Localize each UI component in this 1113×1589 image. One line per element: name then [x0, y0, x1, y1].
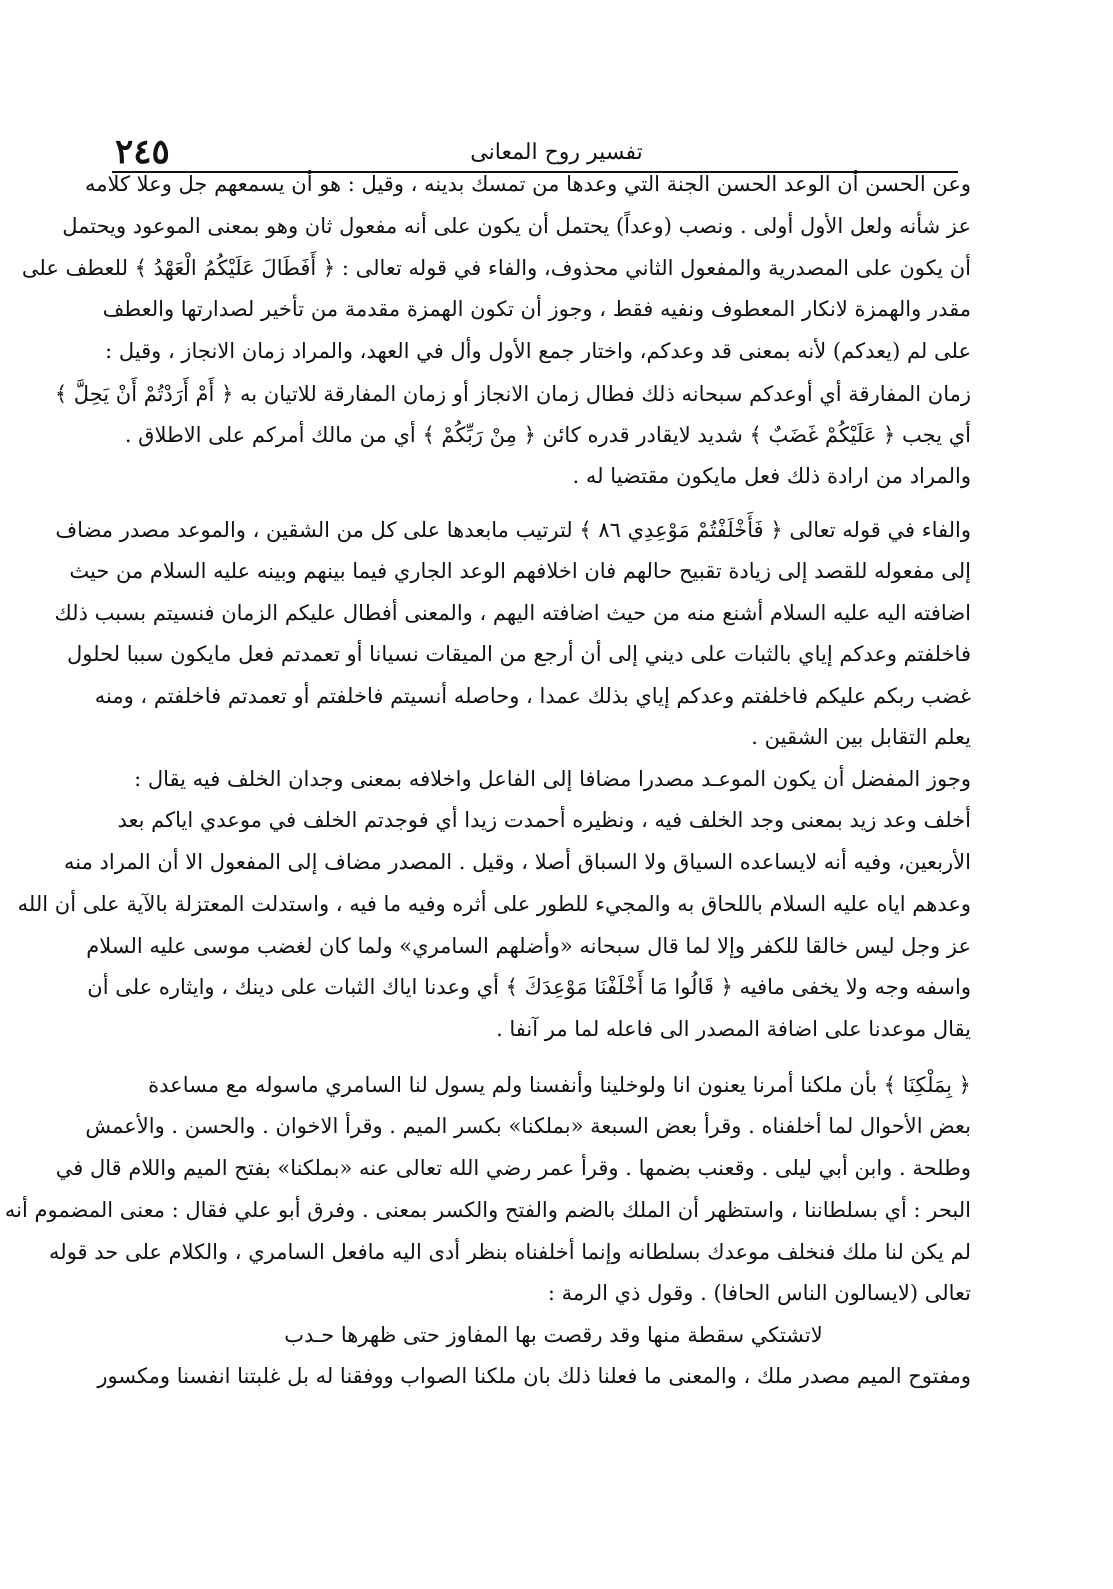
text-line: تعالى (لايسالون الناس الحافا) . وقول ذي الرمة : [547, 1281, 971, 1305]
text-line: وعدهم اياه عليه السلام باللحاق به والمجيء للطور على أثره وفيه ما فيه ، واستدلت المعتزلة بالآية على أن الله [17, 892, 971, 916]
text-line: أخلف وعد زيد بمعنى وجد الخلف فيه ، ونظيره أحمدت زيدا أي فوجدتم الخلف في موعدي اياكم بعد [117, 808, 971, 832]
text-line: غضب ربكم عليكم فاخلفتم وعدكم إياي بذلك عمدا ، وحاصله أنسيتم فاخلفتم أو تعمدتم فاخلفتم ، ومنه [94, 684, 971, 708]
text-line: واسفه وجه ولا يخفى مافيه ﴿ قَالُوا مَا أَخْلَفْنَا مَوْعِدَكَ ﴾ أي وعدنا اياك الثبات على دينك ، وايثاره على أن [87, 975, 971, 999]
text-line: وعن الحسن أن الوعد الحسن الجنة التي وعدها من تمسك بدينه ، وقيل : هو أن يسمعهم جل وعلا كلامه [84, 172, 971, 196]
page-header-title: تفسير روح المعانى [470, 139, 643, 165]
text-line: زمان المفارقة أي أوعدكم سبحانه ذلك فطال زمان الانجاز أو زمان المفارقة للاتيان به ﴿ أَمْ أَرَدْتُمْ أَنْ يَحِلَّ ﴾ [54, 382, 971, 406]
page-number: ٢٤٥ [115, 132, 170, 172]
text-line: يقال موعدنا على اضافة المصدر الى فاعله لما مر آنفا . [496, 1017, 971, 1041]
text-line: لم يكن لنا ملك فنخلف موعدك بسلطانه وإنما أخلفناه بنظر أدى اليه مافعل السامري ، والكلام على حد قوله [49, 1240, 971, 1264]
text-line: يعلم التقابل بين الشقين . [751, 725, 971, 749]
text-line: اضافته اليه عليه السلام أشنع منه من حيث اضافته اليهم ، والمعنى أفطال عليكم الزمان فنسيتم بسبب ذلك [54, 601, 971, 625]
text-line: البحر : أي بسلطاننا ، واستظهر أن الملك بالضم والفتح والكسر بمعنى . وفرق أبو علي فقال : معنى المضموم أنه [4, 1198, 971, 1222]
text-line: على لم (يعدكم) لأنه بمعنى قد وعدكم، واختار جمع الأول وأل في العهد، والمراد زمان الانجاز ، وقيل : [105, 339, 971, 363]
text-line: وجوز المفضل أن يكون الموعـد مصدرا مضافا إلى الفاعل واخلافه بمعنى وجدان الخلف فيه يقال : [134, 767, 971, 791]
text-line: وطلحة . وابن أبي ليلى . وقعنب بضمها . وقرأ عمر رضي الله تعالى عنه «بملكنا» بفتح الميم واللام قال في [55, 1156, 971, 1180]
text-line: مقدر والهمزة لانكار المعطوف ونفيه فقط ، وجوز أن تكون الهمزة مقدمة من تأخير لصدارتها والعطف [102, 297, 971, 321]
text-line: والفاء في قوله تعالى ﴿ فَأَخْلَفْتُمْ مَوْعِدِي ٨٦ ﴾ لترتيب مابعدها على كل من الشقين ، والموعد مصدر مضاف [55, 518, 971, 542]
text-line: فاخلفتم وعدكم إياي بالثبات على ديني إلى أن أرجع من الميقات نسيانا أو تعمدتم فعل مايكون سببا لحلول [67, 642, 971, 666]
text-line: أي يجب ﴿ عَلَيْكُمْ غَضَبٌ ﴾ شديد لايقادر قدره كائن ﴿ مِنْ رَبِّكُمْ ﴾ أي من مالك أمركم على الاطلاق . [124, 423, 971, 447]
text-line: أن يكون على المصدرية والمفعول الثاني محذوف، والفاء في قوله تعالى : ﴿ أَفَطَالَ عَلَيْكُمُ الْعَهْدُ ﴾ للعطف على [21, 256, 971, 280]
text-line: ومفتوح الميم مصدر ملك ، والمعنى ما فعلنا ذلك بان ملكنا الصواب ووفقنا له بل غلبتنا انفسنا ومكسور [97, 1364, 971, 1388]
poem-verse: لاتشتكي سقطة منها وقد رقصت بها المفاوز حتى ظهرها حـدب [284, 1323, 823, 1347]
text-line: والمراد من ارادة ذلك فعل مايكون مقتضيا له . [572, 464, 971, 488]
text-line: ﴿ بِمَلْكِنَا ﴾ بأن ملكنا أمرنا يعنون انا ولوخلينا وأنفسنا ولم يسول لنا السامري ماسوله مع مساعدة [148, 1073, 971, 1097]
text-line: عز وجل ليس خالقا للكفر وإلا لما قال سبحانه «وأضلهم السامري» ولما كان لغضب موسى عليه السلام [86, 934, 971, 958]
text-line: بعض الأحوال لما أخلفناه . وقرأ بعض السبعة «بملكنا» بكسر الميم . وقرأ الاخوان . والحسن . والأعمش [85, 1114, 971, 1138]
text-line: الأربعين، وفيه أنه لايساعده السياق ولا السباق أصلا ، وقيل . المصدر مضاف إلى المفعول الا أن المراد منه [64, 850, 971, 874]
text-line: عز شأنه ولعل الأول أولى . ونصب (وعداً) يحتمل أن يكون على أنه مفعول ثان وهو بمعنى الموعود ويحتمل [62, 214, 971, 238]
text-line: إلى مفعوله للقصد إلى زيادة تقبيح حالهم فان اخلافهم الوعد الجاري فيما بينهم وبينه عليه السلام من حيث [69, 559, 971, 583]
